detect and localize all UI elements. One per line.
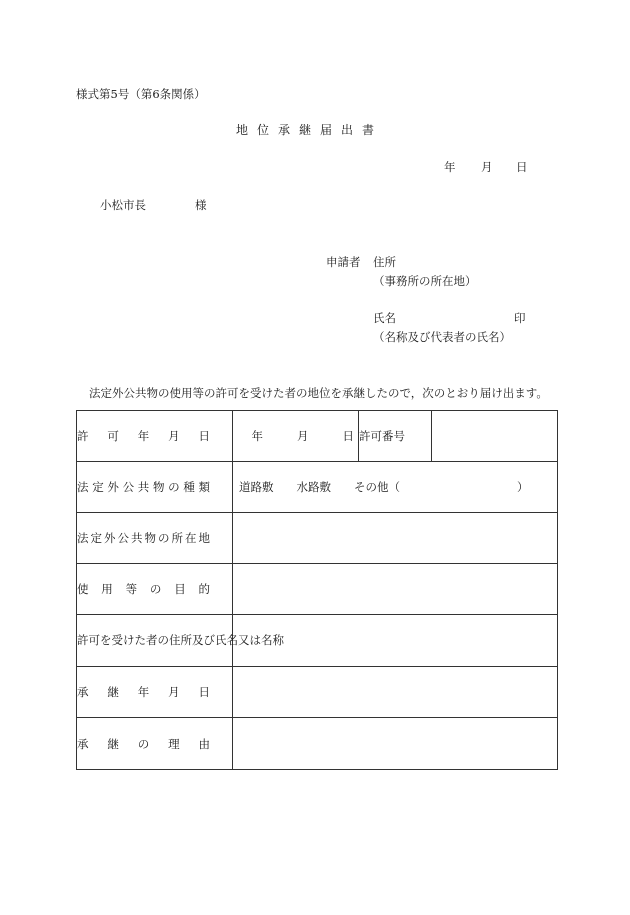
applicant-address-note: （事務所の所在地） [373, 274, 477, 288]
notification-table [76, 410, 558, 770]
date-month-label: 月 [481, 160, 493, 174]
permit-number-value-cell[interactable] [432, 411, 558, 462]
permit-date-day-unit: 日 [342, 429, 354, 443]
type-options [233, 479, 557, 495]
location-value-cell[interactable] [233, 513, 558, 564]
location-label-cell [77, 513, 233, 564]
succession-reason-value-cell[interactable] [233, 718, 558, 770]
table-row [77, 513, 558, 564]
applicant-name-label: 氏名 [373, 311, 396, 325]
type-option-waterway[interactable]: 水路敷 [296, 480, 331, 494]
table-row [77, 718, 558, 770]
permittee-label: 許可を受けた者の住所及び氏名又は名称 [77, 633, 284, 647]
permit-date-label [77, 428, 232, 444]
succession-date-value-cell[interactable] [233, 667, 558, 718]
succession-reason-label: 承 継 の 理 由 [77, 736, 210, 751]
document-title: 地位承継届出書 [236, 123, 384, 137]
applicant-address-label: 住所 [373, 255, 396, 269]
table-row [77, 564, 558, 615]
type-option-road[interactable]: 道路敷 [239, 480, 274, 494]
location-label: 法 定 外 公 共 物 の 所 在 地 [77, 531, 210, 545]
table-row [77, 462, 558, 513]
permit-date-units [233, 428, 358, 444]
permittee-label-cell [77, 615, 284, 667]
permit-date-value-cell[interactable] [233, 411, 359, 462]
type-label-cell [77, 462, 233, 513]
table-row [77, 411, 558, 462]
permit-number-label-text: 許可番号 [359, 429, 405, 443]
permit-number-label-cell [359, 411, 432, 462]
date-year-label: 年 [444, 160, 456, 174]
type-other-close: ） [517, 480, 529, 494]
purpose-value-cell[interactable] [233, 564, 558, 615]
addressee-honorific: 様 [195, 198, 207, 212]
permit-date-label-text: 許 可 年 月 日 [77, 429, 210, 443]
date-day-label: 日 [516, 160, 528, 174]
succession-reason-label-cell [77, 718, 233, 770]
permit-number-label [359, 428, 431, 444]
type-value-cell[interactable] [233, 462, 558, 513]
permit-date-year-unit: 年 [251, 429, 263, 443]
succession-date-label: 承 継 年 月 日 [77, 685, 210, 699]
purpose-label: 使 用 等 の 目 的 [77, 582, 210, 596]
form-number: 様式第5号（第6条関係） [76, 87, 206, 101]
table-row [77, 615, 558, 667]
purpose-label-cell [77, 564, 233, 615]
addressee-name: 小松市長 [100, 198, 146, 212]
applicant-role-label: 申請者 [326, 255, 361, 269]
applicant-name-note: （名称及び代表者の氏名） [373, 330, 511, 344]
type-label: 法 定 外 公 共 物 の 種 類 [77, 480, 210, 494]
succession-date-label-cell [77, 667, 233, 718]
statement-text: 法定外公共物の使用等の許可を受けた者の地位を承継したので，次のとおり届け出ます。 [89, 386, 548, 400]
permit-date-label-cell [77, 411, 233, 462]
permit-date-month-unit: 月 [297, 429, 309, 443]
type-option-other[interactable]: その他（ [354, 480, 400, 494]
table-row [77, 667, 558, 718]
seal-mark: 印 [514, 311, 526, 325]
